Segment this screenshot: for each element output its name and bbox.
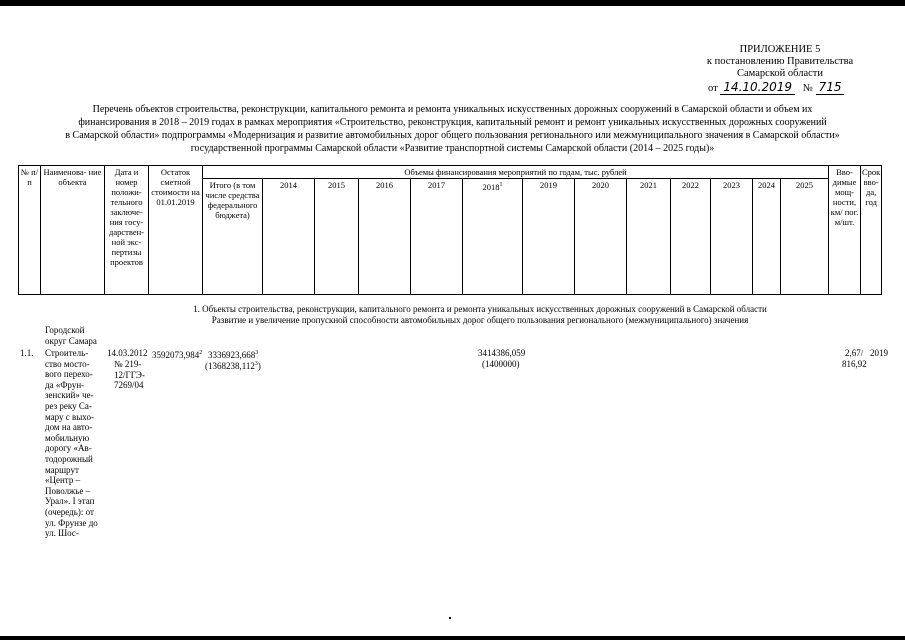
heading-line2: финансирования в 2018 – 2019 годах в рамках мероприятия «Строительство, реконструкция, капитальный ремонт и ремонт уникальных искусственных дорожных сооружений bbox=[78, 117, 827, 128]
year-2025: 2025 bbox=[781, 179, 829, 295]
object-name: Строитель- ство мосто- вого перехо- да «Фрун- зенский» че- рез реку Са- мару с выхо- дом на авто- мобильную дорогу «Ав- тодорожный маршрут «Центр – Поволжье – Урал». I этап (очередь): от ул. Фрунзе до ул. Шос- bbox=[45, 348, 98, 539]
expertise-date: 14.03.2012 bbox=[107, 348, 148, 358]
section-subtitle: Развитие и увеличение пропускной способности автомобильных дорог общего пользования регионального (межмуниципального) значения bbox=[211, 315, 749, 325]
heading-line3: в Самарской области» подпрограммы «Модернизация и развитие автомобильных дорог общего пользования регионального или межмуниципального значения в Самарской области» bbox=[65, 130, 840, 141]
scan-speck bbox=[449, 617, 451, 619]
appendix-line2: Самарской области bbox=[737, 68, 823, 79]
scan-bottom-border bbox=[0, 636, 905, 640]
year-2015: 2015 bbox=[315, 179, 359, 295]
heading-line4: государственной программы Самарской области «Развитие транспортной системы Самарской области (2014 – 2025 годы)» bbox=[190, 143, 715, 154]
expertise-number: № 219- 12/ГГЭ- 7269/04 bbox=[114, 359, 145, 391]
year-2017: 2017 bbox=[411, 179, 463, 295]
year-2020: 2020 bbox=[575, 179, 627, 295]
rest-value: 3592073,984$^2$ bbox=[152, 350, 203, 360]
total-value: 3336923,668$^3$ bbox=[208, 350, 259, 360]
year-2021: 2021 bbox=[627, 179, 671, 295]
year-2018-footnote: 1 bbox=[499, 182, 503, 188]
year-2023: 2023 bbox=[711, 179, 753, 295]
capacity-value: 2,67/ bbox=[845, 348, 864, 358]
year-2016: 2016 bbox=[359, 179, 411, 295]
value-2018: 3414386,059 bbox=[478, 348, 526, 358]
section-title: 1. Объекты строительства, реконструкции, капитального ремонта и ремонта уникальных искусственных дорожных сооружений в Самарской области bbox=[193, 304, 767, 314]
year-2022: 2022 bbox=[671, 179, 711, 295]
resolution-date: 14.10.2019 bbox=[720, 80, 795, 95]
scan-top-border bbox=[0, 0, 905, 6]
col-group-financing: Объемы финансирования мероприятий по годам, тыс. рублей bbox=[203, 166, 829, 179]
col-no: № п/п bbox=[19, 166, 41, 295]
appendix-line1: к постановлению Правительства bbox=[706, 56, 854, 67]
document-heading bbox=[20, 103, 885, 155]
row-number: 1.1. bbox=[20, 348, 34, 358]
financing-table-header bbox=[18, 165, 882, 295]
heading-line1: Перечень объектов строительства, реконструкции, капитального ремонта и ремонта уникальных искусственных дорожных сооружений в Самарской области и объем их bbox=[92, 104, 813, 115]
section-heading bbox=[100, 304, 860, 326]
number-label: № bbox=[802, 83, 813, 94]
from-label: от bbox=[708, 83, 718, 94]
appendix-title: ПРИЛОЖЕНИЕ 5 bbox=[739, 44, 821, 55]
capacity-value-2: 816,92 bbox=[842, 359, 867, 369]
resolution-number: 715 bbox=[816, 80, 845, 95]
col-capacity: Вво- димые мощ- ности, км/ пог. м/шт. bbox=[829, 166, 861, 295]
resolution-signature bbox=[708, 80, 844, 94]
total-federal-value: (1368238,112$^3$) bbox=[205, 361, 261, 371]
group-name: Городской округ Самара bbox=[45, 325, 97, 346]
year-2019: 2019 bbox=[523, 179, 575, 295]
term-value: 2019 bbox=[870, 348, 888, 358]
year-2014: 2014 bbox=[263, 179, 315, 295]
col-total: Итого (в том числе средства федерального бюджета) bbox=[203, 179, 263, 295]
appendix-block bbox=[690, 44, 870, 80]
col-name: Наименова- ние объекта bbox=[41, 166, 105, 295]
col-expertise: Дата и номер положи- тельного заключе- ния госу- дарствен- ной экс- пертизы проектов bbox=[105, 166, 149, 295]
value-2018-federal: (1400000) bbox=[482, 359, 520, 369]
col-rest: Остаток сметной стоимости на 01.01.2019 bbox=[149, 166, 203, 295]
col-term: Срок вво- да, год bbox=[861, 166, 882, 295]
year-2024: 2024 bbox=[753, 179, 781, 295]
year-2018: 2018$^1$ bbox=[463, 179, 523, 295]
